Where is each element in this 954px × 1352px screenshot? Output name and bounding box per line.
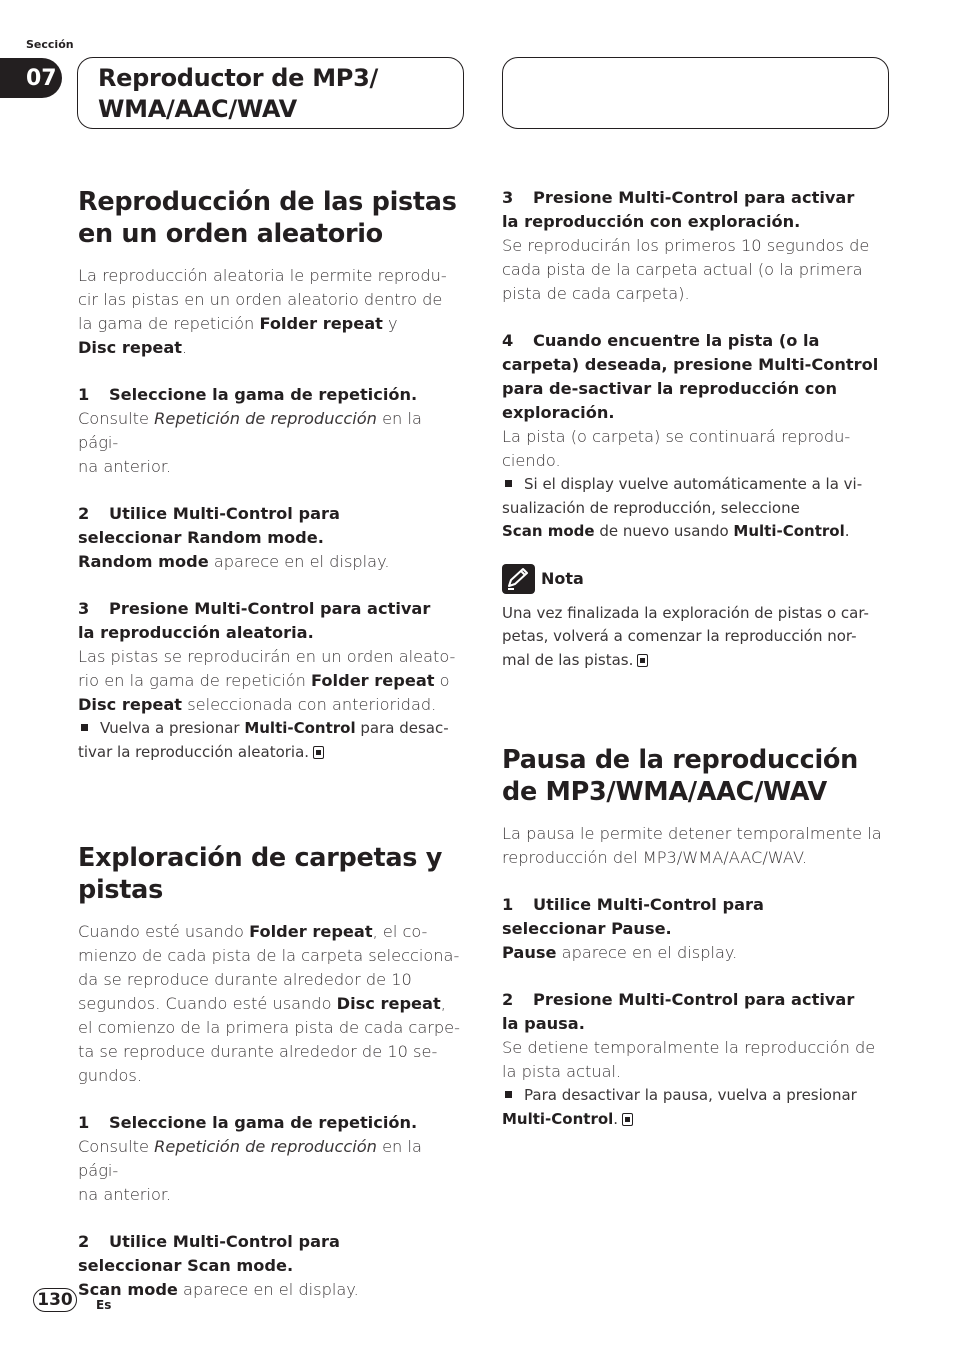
scan-step-3-text: Se reproducirán los primeros 10 segundos de cada pista de la carpeta actual (o la primera pista de cada carpeta). <box>502 236 870 303</box>
note-text: Una vez finalizada la exploración de pistas o car- petas, volverá a comenzar la reproducción nor- mal de las pistas. <box>502 603 869 669</box>
scan-step-2-text: Scan mode aparece en el display. <box>78 1280 359 1299</box>
step-1-text: Consulte Repetición de reproducción en la pági- na anterior. <box>78 409 422 476</box>
bullet-icon <box>505 1091 512 1098</box>
pencil-note-icon <box>502 564 535 594</box>
step-3-note: Vuelva a presionar Multi-Control para desac- tivar la reproducción aleatoria. <box>78 719 449 761</box>
end-mark-icon <box>313 746 324 759</box>
end-mark-icon <box>637 654 648 667</box>
note-header: Nota <box>502 564 890 594</box>
scan-step-1-text: Consulte Repetición de reproducción en la pági- na anterior. <box>78 1137 422 1204</box>
scan-step-1-title: 1 Seleccione la gama de repetición. <box>78 1113 418 1132</box>
pause-intro: La pausa le permite detener temporalmente la reproducción del MP3/WMA/AAC/WAV. <box>502 824 882 867</box>
heading-pause: Pausa de la reproducción de MP3/WMA/AAC/WAV <box>502 745 858 807</box>
right-column <box>502 186 890 1131</box>
heading-random-play: Reproducción de las pistas en un orden aleatorio <box>78 187 457 249</box>
random-intro: La reproducción aleatoria le permite reprodu- cir las pistas en un orden aleatorio dentro de la gama de repetición Folder repeat y Disc repeat. <box>78 266 447 357</box>
left-column <box>78 186 466 1302</box>
pause-step-1-text: Pause aparece en el display. <box>502 943 738 962</box>
header-empty-box <box>502 57 889 129</box>
section-label: Sección <box>26 38 74 51</box>
step-3-title: 3 Presione Multi-Control para activar la reproducción aleatoria. <box>78 599 431 642</box>
end-mark-icon <box>622 1113 633 1126</box>
step-2-text: Random mode aparece en el display. <box>78 552 390 571</box>
page-number: 130 <box>33 1288 77 1312</box>
scan-step-4-title: 4 Cuando encuentre la pista (o la carpeta) deseada, presione Multi-Control para de-sactivar la reproducción con exploración. <box>502 331 879 422</box>
pause-step-2-text: Se detiene temporalmente la reproducción de la pista actual. <box>502 1038 876 1081</box>
chapter-title: Reproductor de MP3/ WMA/AAC/WAV <box>98 64 378 123</box>
scan-intro: Cuando esté usando Folder repeat, el co- mienzo de cada pista de la carpeta selecciona- da se reproduce durante alrededor de 10 segundos. Cuando esté usando Disc repeat, el comienzo de la primera pista de cada carpe- ta se reproduce durante alrededor de 10 se- gundos. <box>78 922 460 1085</box>
step-1-title: 1 Seleccione la gama de repetición. <box>78 385 418 404</box>
language-code: Es <box>96 1298 112 1312</box>
pause-step-1-title: 1 Utilice Multi-Control para seleccionar Pause. <box>502 895 764 938</box>
pause-step-2-note: Para desactivar la pausa, vuelva a presionar Multi-Control. <box>502 1086 857 1128</box>
scan-step-4-text: La pista (o carpeta) se continuará reprodu- ciendo. <box>502 427 851 470</box>
bullet-icon <box>505 480 512 487</box>
scan-step-2-title: 2 Utilice Multi-Control para seleccionar Scan mode. <box>78 1232 340 1275</box>
scan-step-4-note: Si el display vuelve automáticamente a la vi- sualización de reproducción, seleccione Scan mode de nuevo usando Multi-Control. <box>502 475 863 540</box>
step-3-text: Las pistas se reproducirán en un orden aleato- rio en la gama de repetición Folder repeat o Disc repeat seleccionada con anterioridad. <box>78 647 456 714</box>
section-number-tab: 07 <box>0 58 62 98</box>
bullet-icon <box>81 724 88 731</box>
heading-scan: Exploración de carpetas y pistas <box>78 843 443 905</box>
scan-step-3-title: 3 Presione Multi-Control para activar la reproducción con exploración. <box>502 188 855 231</box>
pause-step-2-title: 2 Presione Multi-Control para activar la pausa. <box>502 990 855 1033</box>
chapter-header-box <box>77 57 464 129</box>
step-2-title: 2 Utilice Multi-Control para seleccionar Random mode. <box>78 504 340 547</box>
